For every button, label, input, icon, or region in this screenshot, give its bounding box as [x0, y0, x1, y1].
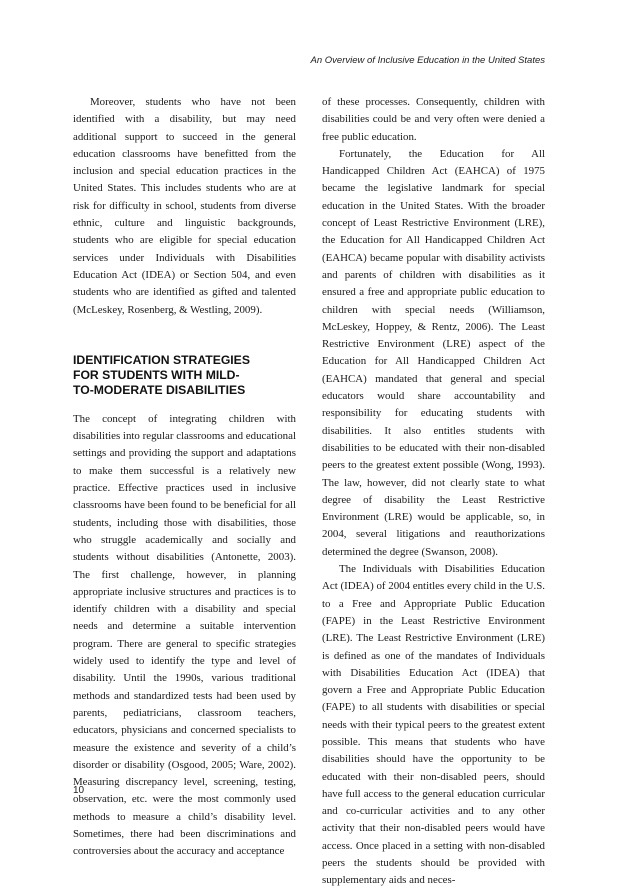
body-paragraph: Moreover, students who have not been identified with a disability, but may need additional support to succeed in the general education classrooms have benefitted from the inclusion and special education practices in the United States. This includes students who are at risk for difficulty in school, students from diverse ethnic, culture and linguistic backgrounds, students who are eligible for special education services under Individuals with Disabilities Education Act (IDEA) or Section 504, and even students who are identified as gifted and talented (McLeskey, Rosenberg, & Westling, 2009).	[73, 96, 296, 316]
body-paragraph: Fortunately, the Education for All Handicapped Children Act (EAHCA) of 1975 became the legislative landmark for special education in the United States. With the broader concept of Least Restrictive Environment (LRE), the Education for All Handicapped Children Act (EAHCA) became popular with disability activists and parents of children with disabilities as it ensured a free and appropriate public education to children with special needs (Williamson, McLeskey, Hoppey, & Rentz, 2006). The Least Restrictive Environment (LRE) aspect of the Education for All Handicapped Children Act (EAHCA) mandated that general and special educators would share accountability and responsibility for educating students with disabilities. It also entitles students with disabilities to be educated with their non-disabled peers to the greatest extent possible (Wong, 1993). The law, however, did not clearly state to what degree of disability the Least Restrictive Environment (LRE) would be applicable, so, in 2004, several litigations and reauthorizations determined the degree (Swanson, 2008).	[322, 147, 545, 558]
page-number: 10	[73, 785, 85, 796]
section-heading-line: TO-MODERATE DISABILITIES	[73, 382, 246, 397]
body-paragraph: The concept of integrating children with disabilities into regular classrooms and educational settings and providing the support and adaptations to make them successful is a relatively new practice. Effective practices used in inclusive classrooms have been found to be beneficial for all students, including those with disabilities, those who struggle academically and socially and students without disabilities (Antonette, 2003). The first challenge, however, in planning appropriate inclusive structures and practices is to identify children with a disability and special needs and determine a suitable intervention program. There are general to specific strategies widely used to identify the type and level of disability. Until the 1990s, various traditional methods and standardized tests had been used by parents, pediatricians, classroom teachers, educators, physicians and concerned specialists to measure the existence and severity of a child’s disorder or disability (Osgood, 2005; Ware, 2002). Measuring discrepancy level, screening, testing, observation, etc. were the most commonly used methods to measure a child’s disability level. Sometimes, there had been discriminations and controversies about the accuracy and acceptance	[73, 412, 296, 858]
right-column	[322, 94, 545, 890]
body-paragraph: of these processes. Consequently, children with disabilities could be and very often were denied a free public education.	[322, 96, 545, 143]
section-heading-line: IDENTIFICATION STRATEGIES	[73, 352, 250, 367]
section-heading-line: FOR STUDENTS WITH MILD-	[73, 367, 240, 382]
section-heading	[73, 353, 296, 398]
left-column	[73, 94, 296, 861]
body-paragraph: The Individuals with Disabilities Education Act (IDEA) of 2004 entitles every child in the U.S. to a Free and Appropriate Public Education (FAPE) in the Least Restrictive Environment (LRE). The Least Restrictive Environment (LRE) is defined as one of the mandates of Individuals with Disabilities Education Act (IDEA) that govern a Free and Appropriate Public Education (FAPE) to all students with disabilities or special needs with their typical peers to the greatest extent possible. This means that students who have disabilities should have the opportunity to be educated with their non-disabled peers, should have full access to the general education curricular and co-curricular activities and to any other activity that their non-disabled peers would have access. Once placed in a setting with non-disabled peers the students should be provided with supplementary aids and neces-	[322, 563, 545, 887]
running-head: An Overview of Inclusive Education in the United States	[310, 55, 545, 66]
